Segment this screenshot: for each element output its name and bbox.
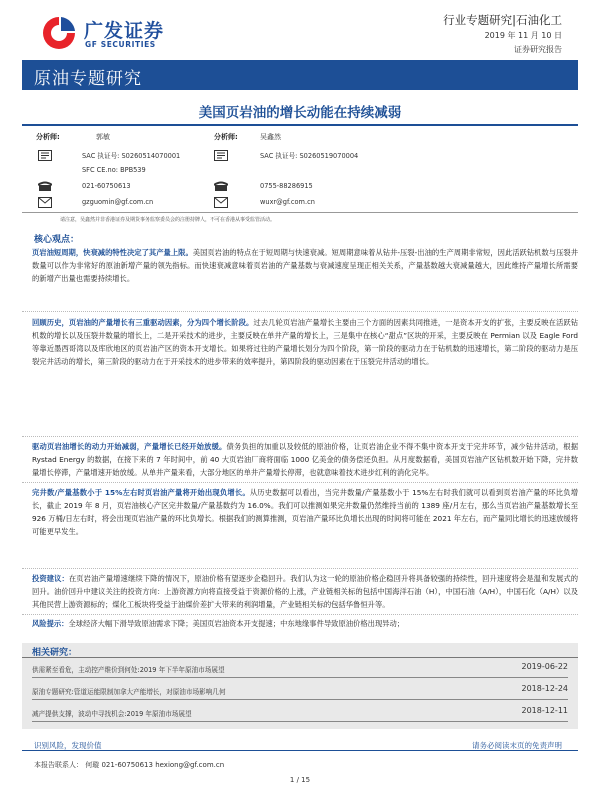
paragraph-text: 全球经济大幅下滑导致原油需求下降；美国页岩油资本开支提速；中东地缘事件导致原油价格出现异动；: [68, 619, 405, 628]
related-item[interactable]: [32, 681, 568, 701]
related-heading: 相关研究：: [32, 648, 78, 658]
report-type: 行业专题研究|石油化工: [443, 13, 562, 27]
paragraph-lead: 回顾历史，页岩油的产量增长有三重驱动因素，分为四个增长阶段。: [32, 318, 254, 327]
report-date: 2019 年 11 月 10 日: [484, 31, 562, 40]
banner-title: 原油专题研究: [34, 69, 142, 89]
title-divider: [22, 124, 578, 126]
analyst-1-name: 郭敏: [96, 133, 110, 141]
related-item-title[interactable]: 原油专题研究:管道运能限制加拿大产能增长，对原油市场影响几何: [32, 688, 226, 696]
paragraph-lead: 页岩油短周期，快衰减的特性决定了其产量上限。: [32, 248, 193, 257]
section-divider: [22, 482, 578, 483]
related-item-date: 2018-12-24: [521, 684, 568, 693]
email-icon: [38, 197, 52, 208]
email-icon: [214, 197, 228, 208]
paragraph-4: [32, 486, 578, 538]
paragraph-lead: 投资建议：: [32, 574, 69, 583]
paragraph-text: 美国页岩油的特点在于短周期与快速衰减。短周期意味着从钻井-压裂-出油的生产周期非常短，因此活跃钻机数与压裂井数量可以作为非常好的原油新增产量的领先指标。而快速衰减意味着页岩油的产量基数与衰减速度呈现正相关关系，产量基数越大衰减量越大，因此维持产量增长所需要的新增产出量也需要持续增长。: [32, 248, 579, 283]
certificate-icon: [214, 150, 228, 161]
logo-en-text: GF SECURITIES: [85, 40, 156, 49]
footer-disclaimer: 请务必阅读末页的免责声明: [472, 741, 562, 750]
related-item-divider: [32, 677, 568, 678]
report-title: 美国页岩油的增长动能在持续减弱: [198, 105, 402, 121]
page-number: 1 / 15: [289, 776, 311, 784]
topic-banner: [22, 60, 578, 90]
related-item-date: 2018-12-11: [521, 706, 568, 715]
paragraph-text: 过去几轮页岩油产量增长主要由三个方面的因素共同推进，一是资本开支的扩张，主要反映在活跃钻机数的增长以及压裂井数量的增长上，二是开采技术的进步，主要反映在单井产量的增长上，三是集中在核心“甜点”区块的开采，主要反映在 Permian 以及 Eagle Ford 等靠近墨西哥湾以及库欣地区的页岩油产区的资本开支增长。如果将过往的产量增长划分为四个阶段，第一阶段的驱动力在于钻机数的迅速增长，第二阶段的驱动力是压裂完井活动的增长，第三阶段的驱动力在于开采技术的进步带来的效率提升，第四阶段的驱动因素在于压裂完井活动的增长。: [32, 318, 579, 366]
gf-securities-logo: [40, 14, 200, 54]
paragraph-text: 债务负担的加重以及较低的原油价格，让页岩油企业不得不集中资本开支于完井环节，减少钻井活动，根据 Rystad Energy 的数据，在接下来的 7 年时间中，前 40 大页岩油厂商将面临 1000 亿美金的债务偿还负担。从月度数据看，美国页岩油产区钻机数开始下降，完井数量增长停滞，产量增速开始放缓。从单井产量来看，大部分地区的单井产量增长停滞，也就意味着技术进步红利的消化完毕。: [32, 442, 578, 477]
note-divider: [22, 212, 578, 213]
related-item[interactable]: [32, 703, 568, 723]
logo-cn-text: 广发证券: [84, 20, 165, 42]
related-item-title[interactable]: 供需紧至看危，主动控产维价到何处:2019 年下半年原油市场展望: [32, 666, 225, 674]
footer-slogan: 识别风险，发现价值: [34, 741, 102, 750]
analyst-1-sac: SAC 执证号: S0260514070001: [82, 152, 181, 160]
analyst-2-email[interactable]: wuxr@gf.com.cn: [260, 198, 315, 206]
section-divider: [22, 311, 578, 312]
analyst-2-phone: 0755-88286915: [260, 182, 313, 190]
phone-icon: [38, 181, 52, 192]
analyst-2-label: 分析师:: [214, 133, 238, 141]
section-divider: [22, 568, 578, 569]
paragraph-lead: 风险提示：: [32, 619, 69, 628]
analyst-1-label: 分析师:: [36, 133, 60, 141]
paragraph-text: 在页岩油产量增速继续下降的情况下，原油价格有望逐步企稳回升。我们认为这一轮的原油价格企稳回升将具备较强的持续性，回升速度将会是温和发展式的回升。油价回升中建议关注的投资方向：上游资源方向将直接受益于资源价格的上涨，产业链相关标的包括中国海洋石油（H），中国石油（A/H），中国石化（A/H）以及其他民营上游资源标的；煤化工板块将受益于油煤价差扩大带来的利润增量，产业链相关标的包括华鲁恒升等。: [32, 574, 579, 609]
paragraph-text: 从历史数据可以看出，当完井数量/产量基数小于 15%左右时我们就可以看到页岩油产量的环比负增长，截止 2019 年 8 月，页岩油核心产区完井数量/产量基数约为 16.0%。我们可以推测如果完井数量仍然维持当前的 1389 座/月左右，那么当页岩油产量基数增长至 926 万桶/日左右时，将会出现页岩油产量的环比负增长。根据我们的测算推测，页岩油产量环比负增长出现的时间将可能在 2021 年左右，而产量同比增长的迅速放缓将可能更早发生。: [32, 488, 579, 536]
phone-icon: [214, 181, 228, 192]
section-divider: [22, 436, 578, 437]
paragraph-1: [32, 246, 578, 285]
analyst-1-email[interactable]: gzguomin@gf.com.cn: [82, 198, 154, 206]
paragraph-3: [32, 440, 578, 479]
related-item-title[interactable]: 减产提供支撑，波动中寻找机会:2019 年原油市场展望: [32, 710, 192, 718]
paragraph-2: [32, 316, 578, 368]
investment-advice: [32, 572, 578, 611]
analyst-1-phone: 021-60750613: [82, 182, 131, 190]
certificate-icon: [38, 150, 52, 161]
related-item[interactable]: [32, 659, 568, 679]
paragraph-lead: 驱动页岩油增长的动力开始减弱，产量增长已经开始放缓。: [32, 442, 227, 451]
core-heading: 核心观点：: [34, 235, 80, 245]
related-divider: [22, 657, 578, 658]
gf-logo-icon: [40, 14, 78, 52]
related-item-divider: [32, 699, 568, 700]
analyst-1-sfc: SFC CE.no: BPB539: [82, 166, 146, 174]
related-item-divider: [32, 721, 568, 722]
analyst-2-sac: SAC 执证号: S0260519070004: [260, 152, 359, 160]
paragraph-lead: 完井数/产量基数小于 15%左右时页岩油产量将开始出现负增长。: [32, 488, 250, 497]
footer-divider: [22, 750, 578, 751]
related-research: [22, 643, 578, 729]
report-kind: 证券研究报告: [514, 45, 562, 54]
risk-warning: [32, 617, 578, 630]
section-divider: [22, 614, 578, 615]
footer-contact: 本报告联系人： 何璇 021-60750613 hexiong@gf.com.cn: [34, 761, 225, 769]
analyst-2-name: 吴鑫然: [260, 133, 281, 141]
related-item-date: 2019-06-22: [521, 662, 568, 671]
license-note: 请注意，吴鑫然并非香港证券及期货事务监察委员会的注册持牌人，不可在香港从事受监管活动。: [60, 217, 276, 223]
